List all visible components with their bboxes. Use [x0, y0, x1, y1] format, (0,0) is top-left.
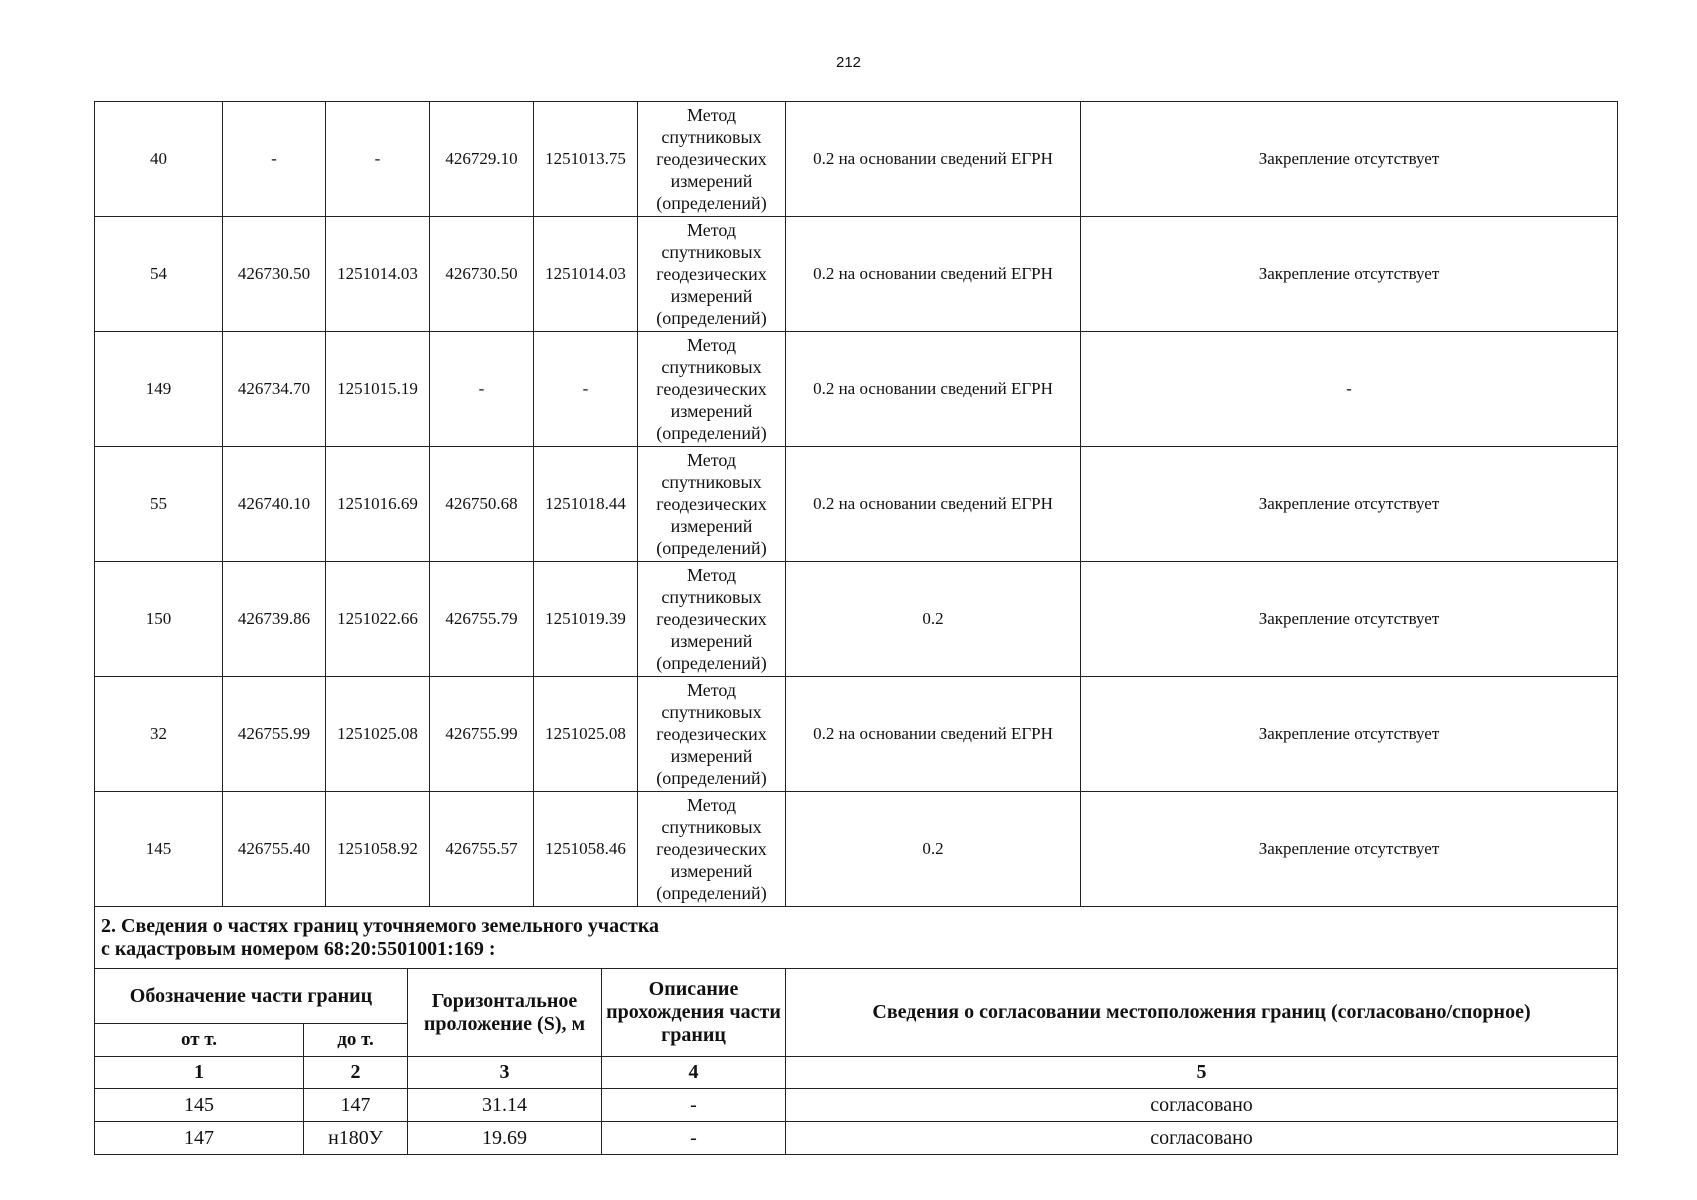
cell-y-exist: - [326, 102, 430, 217]
cell-y-exist: 1251015.19 [326, 332, 430, 447]
cell-method: Метод спутниковых геодезических измерений (определений) [638, 217, 786, 332]
cell-x-new: 426730.50 [430, 217, 534, 332]
table-row [95, 1122, 1618, 1155]
cell-agreement: согласовано [786, 1122, 1618, 1155]
column-number-5: 5 [786, 1057, 1618, 1089]
column-number-3: 3 [408, 1057, 602, 1089]
cell-y-new: 1251013.75 [534, 102, 638, 217]
cell-accuracy: 0.2 на основании сведений ЕГРН [786, 447, 1081, 562]
header-agreement: Сведения о согласовании местоположения границ (согласовано/спорное) [786, 969, 1618, 1057]
cell-x-exist: 426740.10 [223, 447, 326, 562]
page-number: 212 [835, 54, 862, 71]
cell-x-new: 426755.99 [430, 677, 534, 792]
cell-y-exist: 1251014.03 [326, 217, 430, 332]
boundary-parts-table [94, 906, 1618, 1155]
cell-s: 31.14 [408, 1089, 602, 1122]
cell-from: 145 [95, 1089, 304, 1122]
cell-method: Метод спутниковых геодезических измерений (определений) [638, 562, 786, 677]
cell-x-new: 426750.68 [430, 447, 534, 562]
cell-x-exist: 426730.50 [223, 217, 326, 332]
column-number-1: 1 [95, 1057, 304, 1089]
table-row [95, 792, 1618, 907]
cell-y-new: 1251025.08 [534, 677, 638, 792]
cell-method: Метод спутниковых геодезических измерений (определений) [638, 102, 786, 217]
cell-point: 55 [95, 447, 223, 562]
section-2-title [95, 907, 1618, 969]
cell-agreement: согласовано [786, 1089, 1618, 1122]
table-row [95, 677, 1618, 792]
cell-x-new: 426729.10 [430, 102, 534, 217]
table-row [95, 562, 1618, 677]
cell-fixation: Закрепление отсутствует [1081, 562, 1618, 677]
table-row [95, 332, 1618, 447]
cell-point: 145 [95, 792, 223, 907]
cell-y-exist: 1251058.92 [326, 792, 430, 907]
cell-to: 147 [304, 1089, 408, 1122]
cell-y-new: - [534, 332, 638, 447]
cell-desc: - [602, 1089, 786, 1122]
cell-method: Метод спутниковых геодезических измерений (определений) [638, 677, 786, 792]
header-designation: Обозначение части границ [95, 969, 408, 1024]
cell-accuracy: 0.2 [786, 792, 1081, 907]
cell-method: Метод спутниковых геодезических измерений (определений) [638, 447, 786, 562]
cell-y-new: 1251058.46 [534, 792, 638, 907]
table-row [95, 102, 1618, 217]
cell-to: н180У [304, 1122, 408, 1155]
cell-y-new: 1251018.44 [534, 447, 638, 562]
cell-desc: - [602, 1122, 786, 1155]
cell-x-exist: 426755.99 [223, 677, 326, 792]
cell-y-new: 1251019.39 [534, 562, 638, 677]
header-horizontal: Горизонтальное проложение (S), м [408, 969, 602, 1057]
cell-accuracy: 0.2 на основании сведений ЕГРН [786, 217, 1081, 332]
cell-y-exist: 1251016.69 [326, 447, 430, 562]
cell-x-exist: - [223, 102, 326, 217]
cell-fixation: - [1081, 332, 1618, 447]
cell-method: Метод спутниковых геодезических измерений (определений) [638, 792, 786, 907]
section-2-title-line1: 2. Сведения о частях границ уточняемого земельного участка [101, 914, 660, 937]
cell-fixation: Закрепление отсутствует [1081, 677, 1618, 792]
header-to: до т. [304, 1024, 408, 1057]
cell-fixation: Закрепление отсутствует [1081, 217, 1618, 332]
header-description: Описание прохождения части границ [602, 969, 786, 1057]
column-number-4: 4 [602, 1057, 786, 1089]
cell-point: 149 [95, 332, 223, 447]
cell-accuracy: 0.2 на основании сведений ЕГРН [786, 102, 1081, 217]
cell-point: 32 [95, 677, 223, 792]
boundary-points-table [94, 101, 1618, 907]
cell-from: 147 [95, 1122, 304, 1155]
section-2-title-line2: с кадастровым номером 68:20:5501001:169 : [101, 937, 496, 960]
cell-accuracy: 0.2 на основании сведений ЕГРН [786, 332, 1081, 447]
column-number-2: 2 [304, 1057, 408, 1089]
cell-y-new: 1251014.03 [534, 217, 638, 332]
cell-method: Метод спутниковых геодезических измерений (определений) [638, 332, 786, 447]
cell-fixation: Закрепление отсутствует [1081, 447, 1618, 562]
header-from: от т. [95, 1024, 304, 1057]
cell-y-exist: 1251022.66 [326, 562, 430, 677]
cell-fixation: Закрепление отсутствует [1081, 792, 1618, 907]
cell-point: 40 [95, 102, 223, 217]
cell-x-new: - [430, 332, 534, 447]
cell-y-exist: 1251025.08 [326, 677, 430, 792]
cell-accuracy: 0.2 [786, 562, 1081, 677]
cell-fixation: Закрепление отсутствует [1081, 102, 1618, 217]
cell-accuracy: 0.2 на основании сведений ЕГРН [786, 677, 1081, 792]
table-row [95, 1089, 1618, 1122]
cell-s: 19.69 [408, 1122, 602, 1155]
table-row [95, 447, 1618, 562]
cell-x-new: 426755.79 [430, 562, 534, 677]
cell-x-exist: 426739.86 [223, 562, 326, 677]
table-row [95, 217, 1618, 332]
cell-point: 54 [95, 217, 223, 332]
cell-point: 150 [95, 562, 223, 677]
cell-x-exist: 426755.40 [223, 792, 326, 907]
cell-x-new: 426755.57 [430, 792, 534, 907]
cell-x-exist: 426734.70 [223, 332, 326, 447]
